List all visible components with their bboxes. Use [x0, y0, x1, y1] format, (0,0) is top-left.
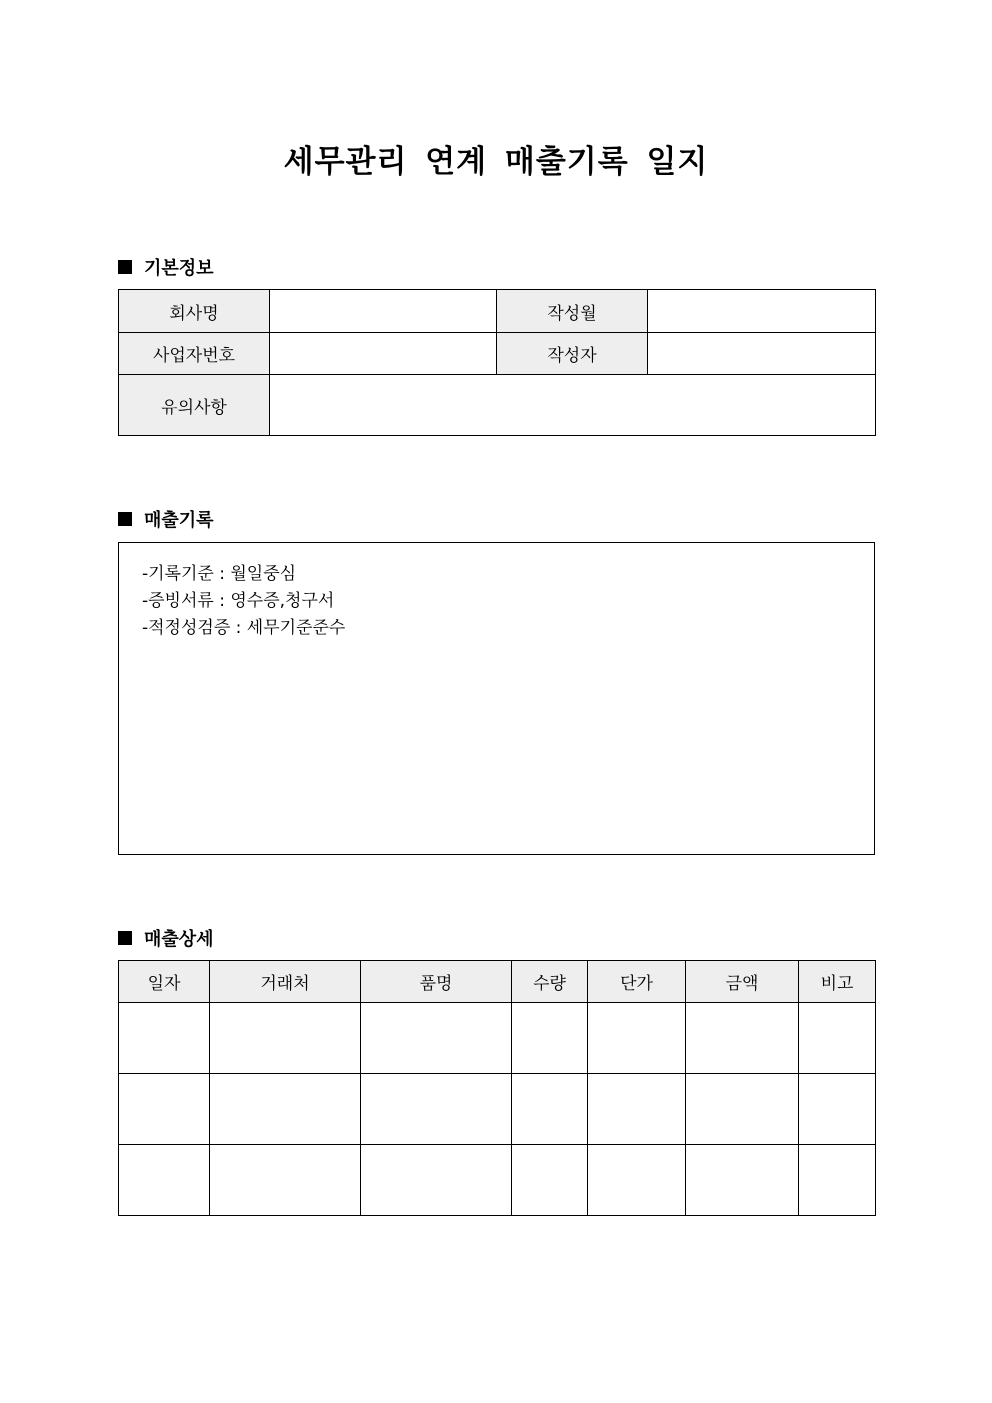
author-label: 작성자	[497, 333, 648, 375]
business-number-label: 사업자번호	[119, 333, 270, 375]
table-cell[interactable]	[512, 1003, 588, 1074]
table-cell[interactable]	[588, 1003, 686, 1074]
column-header-client: 거래처	[210, 961, 361, 1003]
table-cell[interactable]	[210, 1003, 361, 1074]
section-heading-basic-info	[118, 254, 214, 280]
author-field[interactable]	[648, 333, 876, 375]
sales-record-lines	[142, 561, 345, 642]
column-header-unit-price: 단가	[588, 961, 686, 1003]
table-cell[interactable]	[210, 1074, 361, 1145]
table-cell[interactable]	[361, 1145, 512, 1216]
table-row	[119, 1074, 876, 1145]
record-line: -기록기준 : 월일중심	[142, 564, 297, 584]
table-cell[interactable]	[119, 1074, 210, 1145]
table-cell[interactable]	[512, 1145, 588, 1216]
company-label: 회사명	[119, 290, 270, 333]
table-cell[interactable]	[686, 1003, 799, 1074]
column-header-item: 품명	[361, 961, 512, 1003]
table-cell[interactable]	[799, 1074, 876, 1145]
table-cell[interactable]	[361, 1074, 512, 1145]
table-row	[119, 1003, 876, 1074]
section-heading-sales-detail	[118, 925, 214, 951]
written-month-label: 작성월	[497, 290, 648, 333]
page-title: 세무관리 연계 매출기록 일지	[283, 144, 709, 180]
table-cell[interactable]	[799, 1145, 876, 1216]
notes-field[interactable]	[270, 375, 876, 436]
square-bullet-icon	[118, 260, 132, 274]
record-line: -증빙서류 : 영수증,청구서	[142, 591, 335, 611]
section-heading-label: 매출상세	[144, 929, 214, 950]
table-cell[interactable]	[799, 1003, 876, 1074]
written-month-field[interactable]	[648, 290, 876, 333]
record-line: -적정성검증 : 세무기준준수	[142, 618, 346, 638]
table-cell[interactable]	[210, 1145, 361, 1216]
table-cell[interactable]	[119, 1003, 210, 1074]
square-bullet-icon	[118, 512, 132, 526]
table-cell[interactable]	[119, 1145, 210, 1216]
square-bullet-icon	[118, 931, 132, 945]
section-heading-sales-record	[118, 506, 214, 532]
column-header-quantity: 수량	[512, 961, 588, 1003]
company-field[interactable]	[270, 290, 497, 333]
table-row	[119, 1145, 876, 1216]
notes-label: 유의사항	[119, 375, 270, 436]
table-cell[interactable]	[686, 1074, 799, 1145]
table-cell[interactable]	[361, 1003, 512, 1074]
section-heading-label: 기본정보	[144, 258, 214, 279]
section-heading-label: 매출기록	[144, 510, 214, 531]
table-cell[interactable]	[686, 1145, 799, 1216]
sales-detail-table	[118, 960, 876, 1216]
table-cell[interactable]	[588, 1145, 686, 1216]
sales-record-box[interactable]	[118, 542, 875, 855]
basic-info-table	[118, 289, 876, 436]
table-cell[interactable]	[512, 1074, 588, 1145]
column-header-remarks: 비고	[799, 961, 876, 1003]
table-cell[interactable]	[588, 1074, 686, 1145]
column-header-date: 일자	[119, 961, 210, 1003]
business-number-field[interactable]	[270, 333, 497, 375]
column-header-amount: 금액	[686, 961, 799, 1003]
